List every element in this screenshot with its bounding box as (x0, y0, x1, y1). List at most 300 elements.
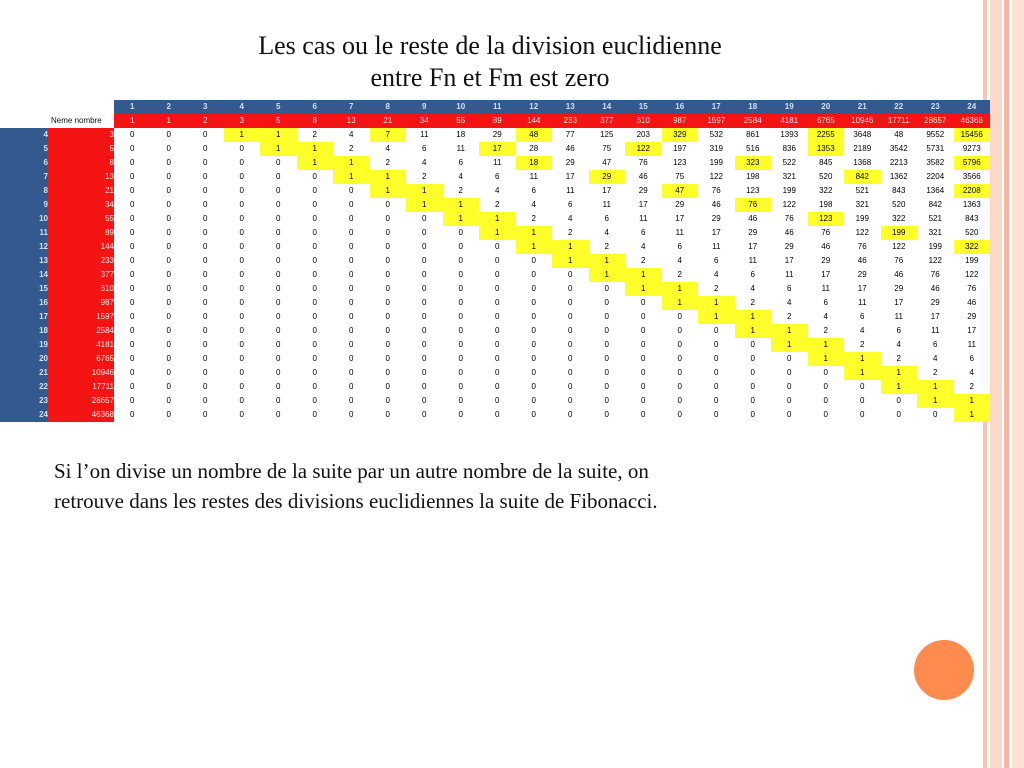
remainder-cell: 0 (443, 338, 480, 352)
column-index-header: 22 (881, 100, 918, 114)
remainder-cell: 199 (881, 226, 918, 240)
remainder-cell: 9273 (954, 142, 991, 156)
decorative-orange-circle (914, 640, 974, 700)
remainder-cell: 0 (333, 366, 370, 380)
remainder-cell: 123 (735, 184, 772, 198)
remainder-cell: 0 (516, 352, 553, 366)
remainder-cell: 0 (114, 380, 151, 394)
remainder-cell: 0 (808, 366, 845, 380)
remainder-cell: 0 (479, 352, 516, 366)
remainder-cell: 46 (917, 282, 954, 296)
remainder-cell: 0 (552, 380, 589, 394)
remainder-cell: 0 (151, 268, 188, 282)
remainder-cell: 7 (370, 128, 407, 142)
remainder-cell: 0 (114, 296, 151, 310)
remainder-cell: 29 (552, 156, 589, 170)
remainder-cell: 11 (881, 310, 918, 324)
remainder-cell: 76 (844, 240, 881, 254)
row-header-blank (0, 114, 48, 128)
remainder-cell: 0 (698, 408, 735, 422)
remainder-cell: 11 (844, 296, 881, 310)
remainder-cell: 122 (954, 268, 991, 282)
remainder-cell: 6 (917, 338, 954, 352)
remainder-cell: 0 (333, 240, 370, 254)
remainder-cell: 0 (516, 296, 553, 310)
remainder-cell: 0 (333, 380, 370, 394)
remainder-cell: 1 (954, 408, 991, 422)
column-index-header: 23 (917, 100, 954, 114)
remainder-cell: 199 (844, 212, 881, 226)
remainder-cell: 0 (260, 352, 297, 366)
remainder-cell: 0 (187, 408, 224, 422)
remainder-cell: 521 (917, 212, 954, 226)
remainder-cell: 0 (443, 352, 480, 366)
remainder-cell: 2 (516, 212, 553, 226)
remainder-cell: 1368 (844, 156, 881, 170)
remainder-cell: 0 (260, 212, 297, 226)
column-index-header: 4 (224, 100, 261, 114)
remainder-cell: 0 (297, 338, 334, 352)
remainder-cell: 0 (698, 366, 735, 380)
remainder-cell: 0 (370, 338, 407, 352)
remainder-cell: 1 (625, 268, 662, 282)
remainder-cell: 3582 (917, 156, 954, 170)
remainder-cell: 0 (114, 254, 151, 268)
remainder-cell: 0 (187, 310, 224, 324)
remainder-cell: 321 (771, 170, 808, 184)
remainder-cell: 0 (260, 184, 297, 198)
remainder-cell: 0 (881, 394, 918, 408)
remainder-cell: 0 (224, 408, 261, 422)
remainder-cell: 0 (625, 296, 662, 310)
remainder-cell: 17 (917, 310, 954, 324)
remainder-cell: 29 (698, 212, 735, 226)
remainder-cell: 4 (808, 310, 845, 324)
remainder-cell: 17 (954, 324, 991, 338)
remainder-cell: 11 (589, 198, 626, 212)
remainder-cell: 0 (735, 394, 772, 408)
remainder-cell: 4 (443, 170, 480, 184)
remainder-cell: 1 (297, 156, 334, 170)
remainder-cell: 0 (808, 394, 845, 408)
remainder-cell: 0 (260, 310, 297, 324)
remainder-cell: 0 (589, 296, 626, 310)
column-fib-header: 28657 (917, 114, 954, 128)
remainder-cell: 0 (406, 226, 443, 240)
remainder-cell: 0 (662, 380, 699, 394)
remainder-cell: 46 (844, 254, 881, 268)
row-index: 21 (0, 366, 48, 380)
column-index-header: 16 (662, 100, 699, 114)
remainder-cell: 0 (516, 324, 553, 338)
remainder-cell: 0 (698, 324, 735, 338)
remainder-cell: 1 (297, 142, 334, 156)
remainder-cell: 0 (479, 296, 516, 310)
remainder-cell: 0 (151, 352, 188, 366)
remainder-cell: 0 (333, 324, 370, 338)
row-fib-value: 233 (48, 254, 114, 268)
remainder-cell: 1 (370, 170, 407, 184)
remainder-cell: 0 (187, 212, 224, 226)
column-index-header: 9 (406, 100, 443, 114)
remainder-cell: 0 (114, 338, 151, 352)
remainder-cell: 0 (662, 310, 699, 324)
remainder-cell: 46 (881, 268, 918, 282)
column-index-header: 19 (771, 100, 808, 114)
remainder-cell: 0 (114, 170, 151, 184)
remainder-cell: 0 (698, 380, 735, 394)
column-fib-header: 5 (260, 114, 297, 128)
remainder-cell: 0 (187, 170, 224, 184)
row-index: 17 (0, 310, 48, 324)
remainder-cell: 1 (260, 128, 297, 142)
remainder-cell: 11 (516, 170, 553, 184)
row-index: 10 (0, 212, 48, 226)
remainder-cell: 4 (333, 128, 370, 142)
remainder-cell: 2 (589, 240, 626, 254)
remainder-cell: 0 (479, 408, 516, 422)
table-corner-blank (0, 100, 114, 114)
remainder-cell: 29 (625, 184, 662, 198)
remainder-cell: 0 (443, 394, 480, 408)
remainder-cell: 0 (516, 254, 553, 268)
remainder-cell: 0 (370, 240, 407, 254)
remainder-cell: 0 (443, 226, 480, 240)
remainder-cell: 520 (808, 170, 845, 184)
remainder-cell: 48 (881, 128, 918, 142)
remainder-cell: 1 (735, 324, 772, 338)
remainder-cell: 46 (771, 226, 808, 240)
column-fib-header: 2584 (735, 114, 772, 128)
column-fib-header: 6765 (808, 114, 845, 128)
column-fib-header: 8 (297, 114, 334, 128)
remainder-cell: 75 (589, 142, 626, 156)
remainder-cell: 0 (151, 226, 188, 240)
remainder-cell: 2 (917, 366, 954, 380)
column-fib-header: 987 (662, 114, 699, 128)
remainder-cell: 29 (479, 128, 516, 142)
remainder-cell: 0 (370, 352, 407, 366)
remainder-cell: 76 (917, 268, 954, 282)
remainder-cell: 2 (662, 268, 699, 282)
remainder-cell: 0 (808, 380, 845, 394)
remainder-cell: 47 (589, 156, 626, 170)
remainder-cell: 0 (151, 408, 188, 422)
remainder-cell: 17 (808, 268, 845, 282)
remainder-cell: 1 (552, 240, 589, 254)
remainder-cell: 0 (187, 394, 224, 408)
row-index: 9 (0, 198, 48, 212)
remainder-cell: 0 (114, 324, 151, 338)
remainder-cell: 29 (589, 170, 626, 184)
remainder-cell: 9552 (917, 128, 954, 142)
remainder-cell: 203 (625, 128, 662, 142)
remainder-cell: 0 (771, 352, 808, 366)
remainder-cell: 842 (844, 170, 881, 184)
remainder-cell: 6 (516, 184, 553, 198)
remainder-cell: 0 (333, 394, 370, 408)
column-fib-header: 3 (224, 114, 261, 128)
remainder-cell: 0 (443, 254, 480, 268)
remainder-cell: 5731 (917, 142, 954, 156)
remainder-cell: 0 (151, 282, 188, 296)
remainder-cell: 0 (187, 352, 224, 366)
remainder-cell: 11 (625, 212, 662, 226)
remainder-cell: 75 (662, 170, 699, 184)
remainder-cell: 0 (297, 380, 334, 394)
remainder-cell: 2 (698, 282, 735, 296)
remainder-cell: 2 (735, 296, 772, 310)
decor-stripe-4 (1012, 0, 1024, 768)
remainder-cell: 0 (771, 408, 808, 422)
remainder-cell: 1 (479, 212, 516, 226)
remainder-cell: 2213 (881, 156, 918, 170)
remainder-cell: 0 (516, 310, 553, 324)
remainder-cell: 0 (443, 310, 480, 324)
remainder-spreadsheet (0, 100, 988, 417)
column-fib-header: 4181 (771, 114, 808, 128)
remainder-cell: 0 (625, 366, 662, 380)
remainder-cell: 122 (771, 198, 808, 212)
decor-stripe-3 (1004, 0, 1009, 768)
remainder-cell: 0 (151, 310, 188, 324)
remainder-cell: 0 (224, 226, 261, 240)
remainder-cell: 0 (224, 352, 261, 366)
remainder-cell: 0 (224, 184, 261, 198)
remainder-cell: 76 (771, 212, 808, 226)
remainder-cell: 0 (443, 240, 480, 254)
remainder-cell: 0 (187, 366, 224, 380)
remainder-cell: 11 (771, 268, 808, 282)
remainder-cell: 843 (881, 184, 918, 198)
remainder-cell: 199 (698, 156, 735, 170)
remainder-cell: 198 (735, 170, 772, 184)
column-index-header: 13 (552, 100, 589, 114)
remainder-cell: 0 (370, 226, 407, 240)
remainder-cell: 17 (771, 254, 808, 268)
remainder-cell: 6 (954, 352, 991, 366)
remainder-cell: 0 (114, 128, 151, 142)
column-fib-header: 17711 (881, 114, 918, 128)
column-fib-header: 233 (552, 114, 589, 128)
remainder-cell: 1 (333, 156, 370, 170)
remainder-cell: 76 (735, 198, 772, 212)
remainder-cell: 1 (479, 226, 516, 240)
remainder-cell: 17 (698, 226, 735, 240)
remainder-cell: 1363 (954, 198, 991, 212)
remainder-cell: 0 (260, 170, 297, 184)
remainder-cell: 861 (735, 128, 772, 142)
remainder-cell: 0 (479, 380, 516, 394)
remainder-cell: 0 (698, 352, 735, 366)
remainder-cell: 843 (954, 212, 991, 226)
remainder-cell: 0 (443, 282, 480, 296)
remainder-cell: 1 (443, 212, 480, 226)
remainder-cell: 0 (333, 268, 370, 282)
remainder-cell: 0 (224, 380, 261, 394)
remainder-cell: 0 (114, 156, 151, 170)
remainder-cell: 6 (771, 282, 808, 296)
remainder-cell: 0 (443, 324, 480, 338)
column-fib-header: 1597 (698, 114, 735, 128)
remainder-cell: 0 (151, 156, 188, 170)
remainder-cell: 77 (552, 128, 589, 142)
remainder-cell: 0 (333, 352, 370, 366)
remainder-cell: 4 (479, 184, 516, 198)
remainder-cell: 0 (114, 198, 151, 212)
remainder-cell: 122 (698, 170, 735, 184)
remainder-cell: 0 (260, 226, 297, 240)
remainder-cell: 0 (224, 296, 261, 310)
row-fib-value: 987 (48, 296, 114, 310)
row-index: 11 (0, 226, 48, 240)
remainder-cell: 0 (516, 408, 553, 422)
remainder-cell: 11 (479, 156, 516, 170)
row-index: 8 (0, 184, 48, 198)
remainder-cell: 0 (406, 268, 443, 282)
remainder-cell: 0 (662, 352, 699, 366)
remainder-cell: 0 (625, 380, 662, 394)
remainder-cell: 2255 (808, 128, 845, 142)
remainder-cell: 0 (224, 310, 261, 324)
remainder-cell: 1 (625, 282, 662, 296)
remainder-cell: 1 (516, 240, 553, 254)
remainder-cell: 322 (954, 240, 991, 254)
remainder-cell: 319 (698, 142, 735, 156)
remainder-cell: 0 (151, 212, 188, 226)
row-fib-value: 5 (48, 142, 114, 156)
remainder-cell: 198 (808, 198, 845, 212)
column-fib-header: 10946 (844, 114, 881, 128)
remainder-cell: 1 (589, 268, 626, 282)
remainder-cell: 521 (844, 184, 881, 198)
remainder-cell: 2 (406, 170, 443, 184)
remainder-cell: 4 (771, 296, 808, 310)
slide-title-line-1: Les cas ou le reste de la division euclidienne (258, 31, 722, 60)
remainder-cell: 0 (151, 394, 188, 408)
remainder-cell: 0 (297, 282, 334, 296)
remainder-cell: 0 (552, 338, 589, 352)
remainder-cell: 0 (260, 240, 297, 254)
column-index-header: 1 (114, 100, 151, 114)
remainder-cell: 0 (187, 240, 224, 254)
remainder-cell: 1 (954, 394, 991, 408)
remainder-cell: 0 (479, 324, 516, 338)
column-fib-header: 377 (589, 114, 626, 128)
remainder-cell: 1 (771, 338, 808, 352)
remainder-cell: 2 (808, 324, 845, 338)
remainder-cell: 4 (698, 268, 735, 282)
remainder-cell: 0 (735, 380, 772, 394)
remainder-cell: 2208 (954, 184, 991, 198)
remainder-cell: 29 (735, 226, 772, 240)
remainder-cell: 0 (224, 338, 261, 352)
remainder-cell: 0 (297, 254, 334, 268)
remainder-cell: 0 (479, 254, 516, 268)
remainder-cell: 520 (881, 198, 918, 212)
remainder-cell: 6 (443, 156, 480, 170)
slide-body-line-2: retrouve dans les restes des divisions euclidiennes la suite de Fibonacci. (54, 489, 658, 513)
remainder-cell: 0 (260, 380, 297, 394)
remainder-cell: 0 (662, 324, 699, 338)
remainder-cell: 0 (151, 240, 188, 254)
remainder-cell: 0 (114, 240, 151, 254)
row-fib-value: 17711 (48, 380, 114, 394)
slide-title-line-2: entre Fn et Fm est zero (370, 63, 610, 92)
remainder-cell: 516 (735, 142, 772, 156)
remainder-cell: 1 (881, 366, 918, 380)
remainder-cell: 0 (224, 198, 261, 212)
remainder-cell: 520 (954, 226, 991, 240)
remainder-cell: 4 (516, 198, 553, 212)
remainder-cell: 0 (698, 338, 735, 352)
row-fib-value: 10946 (48, 366, 114, 380)
remainder-cell: 76 (881, 254, 918, 268)
remainder-cell: 0 (224, 268, 261, 282)
remainder-cell: 11 (443, 142, 480, 156)
remainder-cell: 46 (698, 198, 735, 212)
remainder-cell: 29 (844, 268, 881, 282)
remainder-cell: 0 (370, 324, 407, 338)
remainder-cell: 6 (808, 296, 845, 310)
row-index: 13 (0, 254, 48, 268)
slide-title (150, 30, 830, 94)
column-index-header: 12 (516, 100, 553, 114)
remainder-cell: 0 (443, 366, 480, 380)
remainder-cell: 4 (954, 366, 991, 380)
remainder-cell: 0 (297, 198, 334, 212)
remainder-cell: 0 (260, 408, 297, 422)
remainder-cell: 0 (625, 338, 662, 352)
remainder-cell: 0 (297, 170, 334, 184)
row-fib-value: 6765 (48, 352, 114, 366)
remainder-cell: 17 (735, 240, 772, 254)
remainder-cell: 6 (844, 310, 881, 324)
remainder-cell: 0 (333, 296, 370, 310)
remainder-cell: 0 (297, 394, 334, 408)
row-fib-value: 4181 (48, 338, 114, 352)
remainder-cell: 0 (589, 310, 626, 324)
remainder-cell: 6 (552, 198, 589, 212)
column-index-header: 20 (808, 100, 845, 114)
remainder-cell: 0 (151, 198, 188, 212)
remainder-cell: 0 (589, 366, 626, 380)
row-fib-value: 46368 (48, 408, 114, 422)
remainder-cell: 0 (881, 408, 918, 422)
remainder-cell: 1 (844, 352, 881, 366)
remainder-cell: 11 (406, 128, 443, 142)
remainder-cell: 0 (406, 310, 443, 324)
remainder-cell: 0 (516, 338, 553, 352)
remainder-cell: 0 (114, 394, 151, 408)
remainder-cell: 0 (589, 352, 626, 366)
row-index: 22 (0, 380, 48, 394)
remainder-cell: 0 (406, 408, 443, 422)
remainder-cell: 76 (625, 156, 662, 170)
remainder-cell: 29 (771, 240, 808, 254)
row-index: 4 (0, 128, 48, 142)
remainder-cell: 17 (589, 184, 626, 198)
remainder-cell: 0 (187, 296, 224, 310)
remainder-cell: 0 (224, 366, 261, 380)
remainder-cell: 2 (297, 128, 334, 142)
remainder-cell: 1 (406, 198, 443, 212)
remainder-cell: 3542 (881, 142, 918, 156)
remainder-cell: 1 (698, 296, 735, 310)
remainder-cell: 0 (552, 282, 589, 296)
remainder-cell: 0 (224, 240, 261, 254)
remainder-cell: 0 (808, 408, 845, 422)
